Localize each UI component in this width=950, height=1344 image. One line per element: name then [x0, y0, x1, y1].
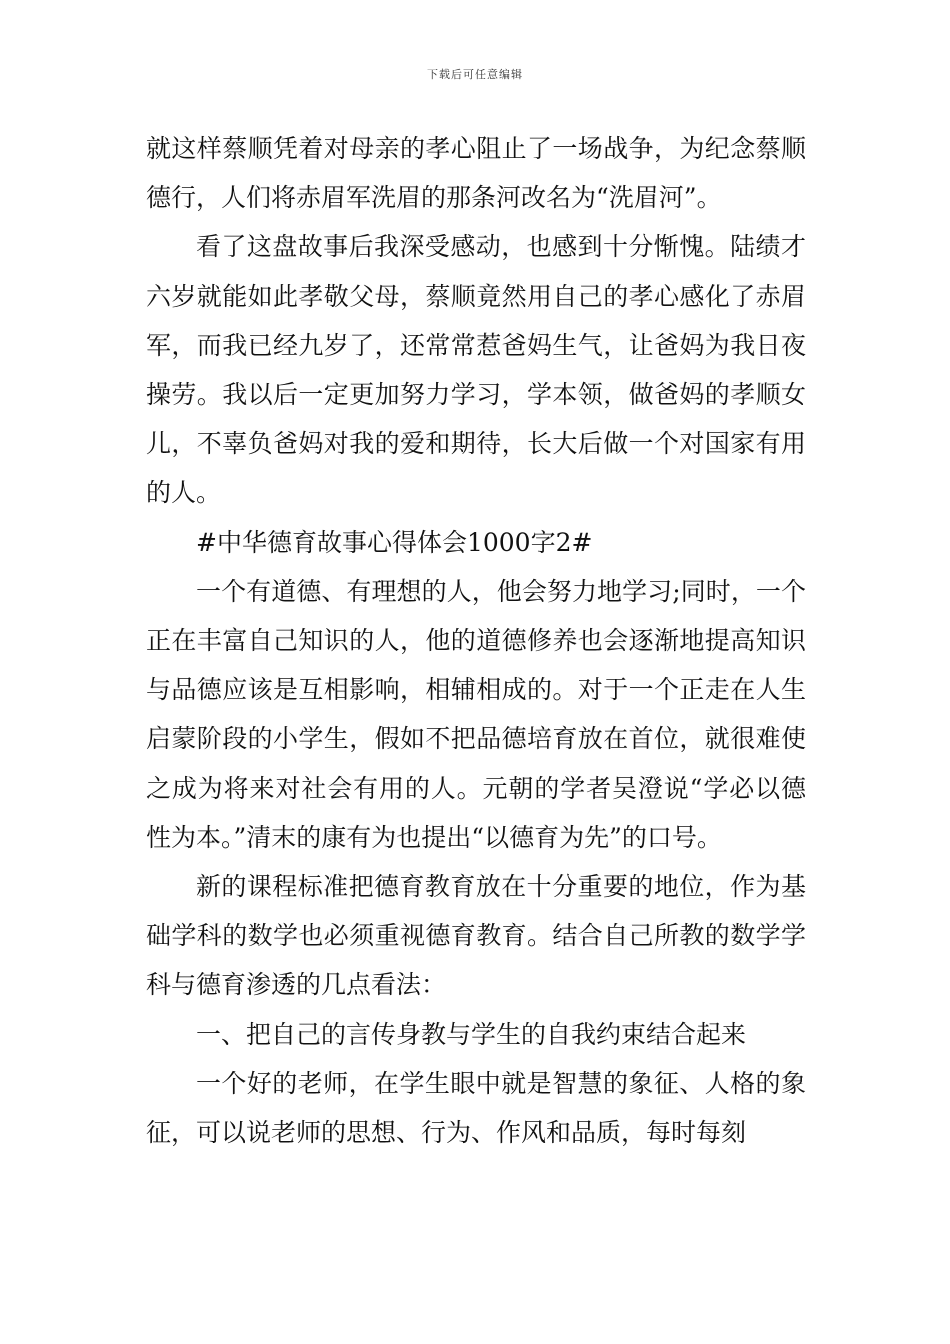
document-body — [146, 124, 806, 1157]
page-header: 下载后可任意编辑 — [427, 68, 523, 81]
paragraph-2: 看了这盘故事后我深受感动，也感到十分惭愧。陆绩才六岁就能如此孝敬父母，蔡顺竟然用自己的孝心感化了赤眉军，而我已经九岁了，还常常惹爸妈生气，让爸妈为我日夜操劳。我以后一定更加努力学习，学本领，做爸妈的孝顺女儿，不辜负爸妈对我的爱和期待，长大后做一个对国家有用的人。 — [146, 232, 806, 508]
paragraph-3: 一个有道德、有理想的人，他会努力地学习;同时，一个正在丰富自己知识的人，他的道德修养也会逐渐地提高知识与品德应该是互相影响，相辅相成的。对于一个正走在人生启蒙阶段的小学生，假如不把品德培育放在首位，就很难使之成为将来对社会有用的人。元朝的学者吴澄说“学必以德性为本。”清末的康有为也提出“以德育为先”的口号。 — [146, 576, 806, 852]
section-heading: #中华德育故事心得体会1000字2# — [196, 527, 593, 557]
subsection-heading: 一、把自己的言传身教与学生的自我约束结合起来 — [196, 1019, 747, 1049]
paragraph-5: 一个好的老师，在学生眼中就是智慧的象征、人格的象征，可以说老师的思想、行为、作风和品质，每时每刻 — [146, 1068, 806, 1148]
paragraph-4: 新的课程标准把德育教育放在十分重要的地位，作为基础学科的数学也必须重视德育教育。结合自己所教的数学学科与德育渗透的几点看法： — [146, 872, 806, 1000]
paragraph-1: 就这样蔡顺凭着对母亲的孝心阻止了一场战争，为纪念蔡顺德行，人们将赤眉军洗眉的那条河改名为“洗眉河”。 — [146, 134, 806, 213]
